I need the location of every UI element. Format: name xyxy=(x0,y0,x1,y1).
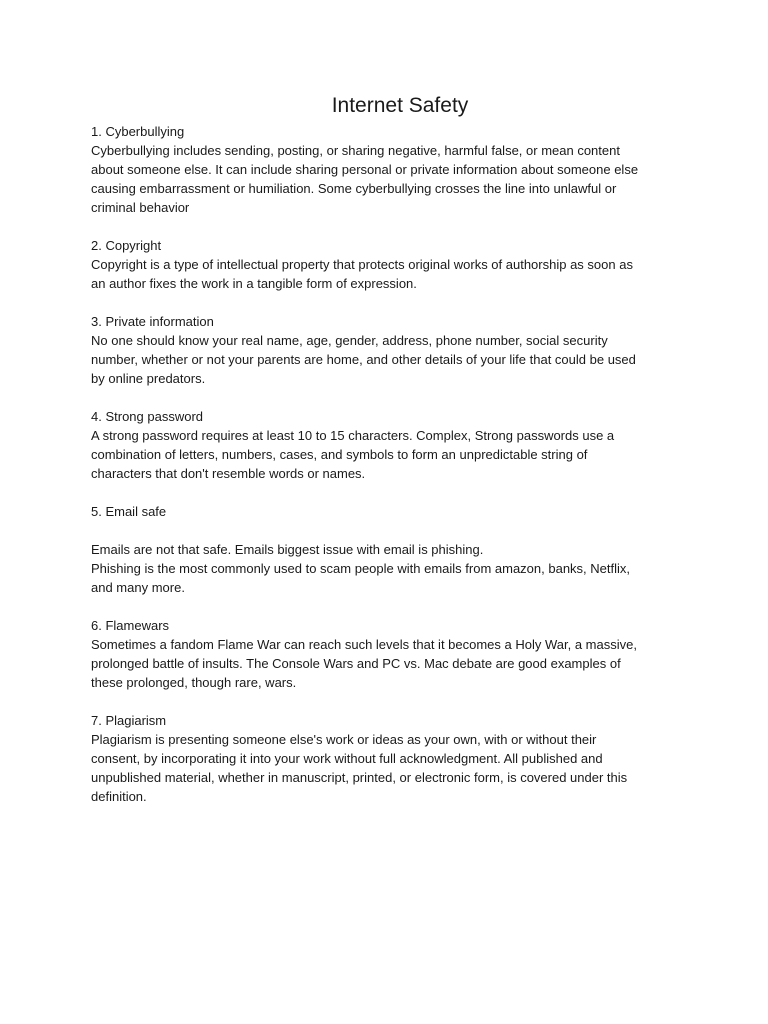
section-line: A strong password requires at least 10 to 15 characters. Complex, Strong passwords use a xyxy=(91,428,615,443)
section-line: causing embarrassment or humiliation. Some cyberbullying crosses the line into unlawful or xyxy=(91,181,617,196)
document-body xyxy=(91,122,691,825)
section-line: these prolonged, though rare, wars. xyxy=(91,675,297,690)
section-private-information xyxy=(91,312,691,388)
section-line: consent, by incorporating it into your work without full acknowledgment. All published and xyxy=(91,751,603,766)
section-line: Sometimes a fandom Flame War can reach such levels that it becomes a Holy War, a massive, xyxy=(91,637,637,652)
section-line: Phishing is the most commonly used to scam people with emails from amazon, banks, Netflix, xyxy=(91,561,631,576)
section-copyright xyxy=(91,236,691,293)
section-line: about someone else. It can include sharing personal or private information about someone else xyxy=(91,162,639,177)
section-cyberbullying xyxy=(91,122,691,217)
document-title: Internet Safety xyxy=(331,94,469,117)
section-line: combination of letters, numbers, cases, and symbols to form an unpredictable string of xyxy=(91,447,588,462)
section-line: and many more. xyxy=(91,580,185,595)
section-heading: 1. Cyberbullying xyxy=(91,124,185,139)
blank-line xyxy=(91,521,691,540)
section-line: definition. xyxy=(91,789,147,804)
section-heading: 6. Flamewars xyxy=(91,618,170,633)
section-line: Emails are not that safe. Emails biggest issue with email is phishing. xyxy=(91,542,484,557)
section-strong-password xyxy=(91,407,691,483)
section-line: Cyberbullying includes sending, posting, or sharing negative, harmful false, or mean content xyxy=(91,143,620,158)
section-line: criminal behavior xyxy=(91,200,190,215)
section-line: Copyright is a type of intellectual property that protects original works of authorship as soon as xyxy=(91,257,633,272)
section-line: by online predators. xyxy=(91,371,206,386)
section-heading: 4. Strong password xyxy=(91,409,204,424)
section-heading: 5. Email safe xyxy=(91,504,167,519)
section-line: number, whether or not your parents are home, and other details of your life that could be used xyxy=(91,352,636,367)
section-line: characters that don't resemble words or names. xyxy=(91,466,366,481)
section-line: Plagiarism is presenting someone else's work or ideas as your own, with or without their xyxy=(91,732,597,747)
section-heading: 3. Private information xyxy=(91,314,214,329)
section-heading: 2. Copyright xyxy=(91,238,162,253)
section-email-safe xyxy=(91,502,691,597)
section-line: unpublished material, whether in manuscript, printed, or electronic form, is covered under this xyxy=(91,770,628,785)
section-line: an author fixes the work in a tangible form of expression. xyxy=(91,276,417,291)
section-heading: 7. Plagiarism xyxy=(91,713,167,728)
section-plagiarism xyxy=(91,711,691,806)
section-flamewars xyxy=(91,616,691,692)
section-line: prolonged battle of insults. The Console Wars and PC vs. Mac debate are good examples of xyxy=(91,656,621,671)
section-line: No one should know your real name, age, gender, address, phone number, social security xyxy=(91,333,608,348)
